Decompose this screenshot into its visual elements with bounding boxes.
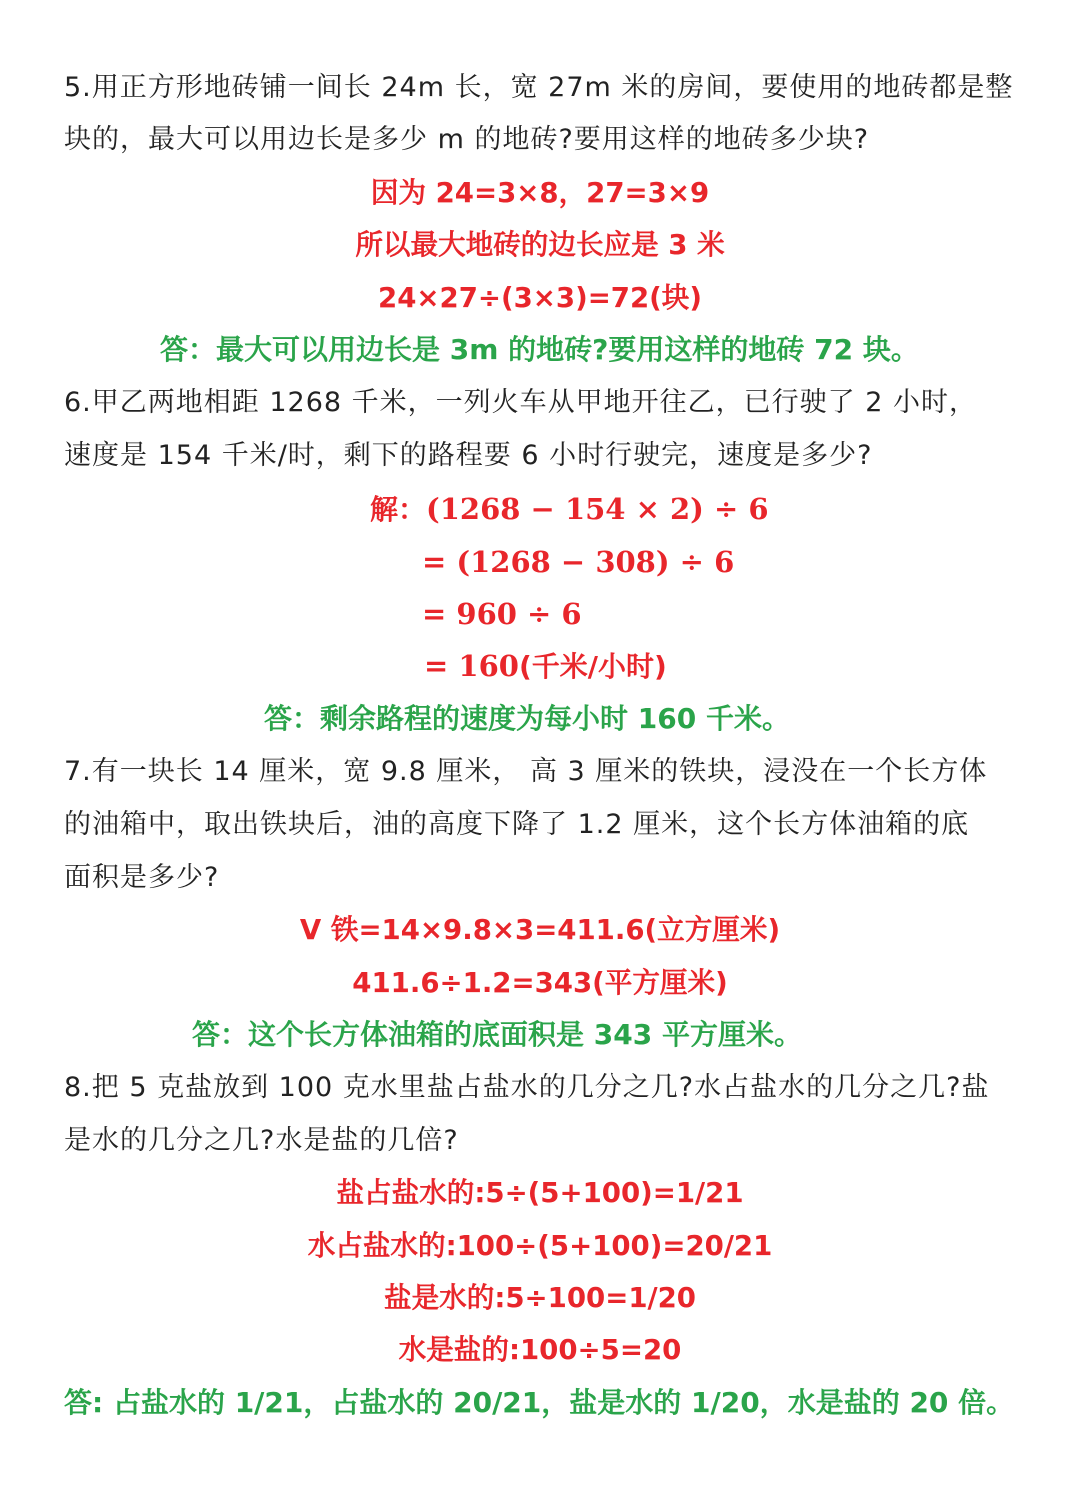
problem6-step1 bbox=[370, 483, 769, 535]
problem6-question-line2: 速度是 154 千米/时，剩下的路程要 6 小时行驶完，速度是多少? bbox=[64, 440, 873, 471]
problem6-step3: = 960 ÷ 6 bbox=[422, 597, 582, 631]
problem8-question-line2: 是水的几分之几?水是盐的几倍? bbox=[64, 1125, 459, 1156]
problem7-answer: 答：这个长方体油箱的底面积是 343 平方厘米。 bbox=[192, 1018, 802, 1051]
problem5-step3: 24×27÷(3×3)=72(块) bbox=[378, 281, 702, 314]
problem6-answer: 答：剩余路程的速度为每小时 160 千米。 bbox=[264, 702, 790, 735]
problem8-step4: 水是盐的:100÷5=20 bbox=[398, 1333, 682, 1366]
problem5-answer: 答：最大可以用边长是 3m 的地砖?要用这样的地砖 72 块。 bbox=[160, 333, 919, 366]
problem6-step1-expr: (1268 − 154 × 2) ÷ 6 bbox=[426, 492, 769, 526]
problem8-step2: 水占盐水的:100÷(5+100)=20/21 bbox=[307, 1229, 773, 1262]
problem5-question-line2: 块的，最大可以用边长是多少 m 的地砖?要用这样的地砖多少块? bbox=[64, 124, 870, 155]
problem7-question-line1: 7.有一块长 14 厘米，宽 9.8 厘米， 高 3 厘米的铁块，浸没在一个长方体 bbox=[64, 756, 988, 787]
problem5-step1: 因为 24=3×8，27=3×9 bbox=[370, 176, 710, 209]
problem5-step2: 所以最大地砖的边长应是 3 米 bbox=[355, 228, 725, 261]
problem6-step2: = (1268 − 308) ÷ 6 bbox=[422, 545, 735, 579]
problem6-step1-label: 解： bbox=[370, 493, 427, 526]
problem7-step1: V 铁=14×9.8×3=411.6(立方厘米) bbox=[299, 913, 781, 946]
problem7-step2: 411.6÷1.2=343(平方厘米) bbox=[352, 966, 728, 999]
problem6-question-line1: 6.甲乙两地相距 1268 千米，一列火车从甲地开往乙，已行驶了 2 小时， bbox=[64, 387, 977, 418]
problem6-step4-unit: (千米/小时) bbox=[518, 650, 667, 683]
problem5-question-line1: 5.用正方形地砖铺一间长 24m 长，宽 27m 米的房间，要使用的地砖都是整 bbox=[64, 72, 1014, 103]
problem6-step4-expr: = 160 bbox=[424, 649, 519, 683]
problem7-question-line3: 面积是多少? bbox=[64, 862, 220, 893]
problem8-answer: 答: 占盐水的 1/21，占盐水的 20/21，盐是水的 1/20，水是盐的 20 倍。 bbox=[64, 1386, 1015, 1419]
problem8-step1: 盐占盐水的:5÷(5+100)=1/21 bbox=[336, 1176, 744, 1209]
problem8-question-line1: 8.把 5 克盐放到 100 克水里盐占盐水的几分之几?水占盐水的几分之几?盐 bbox=[64, 1072, 990, 1103]
problem6-step4 bbox=[424, 640, 667, 692]
problem7-question-line2: 的油箱中，取出铁块后，油的高度下降了 1.2 厘米，这个长方体油箱的底 bbox=[64, 809, 970, 840]
problem8-step3: 盐是水的:5÷100=1/20 bbox=[384, 1281, 696, 1314]
